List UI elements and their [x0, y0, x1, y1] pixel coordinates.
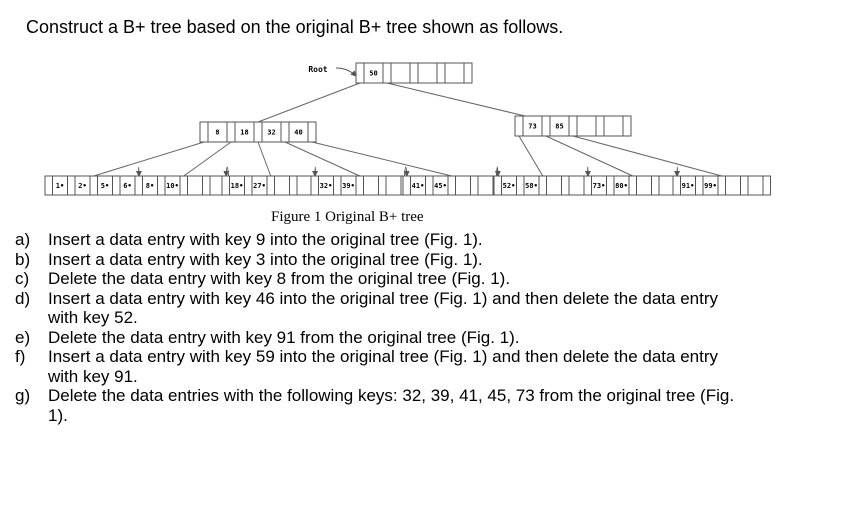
sibling-link-arrow [677, 167, 678, 176]
tree-edge [94, 142, 204, 176]
node-key: 1• [55, 182, 65, 190]
question-label: e) [15, 327, 31, 347]
tree-edge [312, 142, 452, 176]
node-key: 85 [555, 122, 564, 131]
node-key: 5• [100, 182, 110, 190]
sibling-link-arrow [405, 167, 408, 176]
question-text: Delete the data entry with key 8 from the original tree (Fig. 1). [48, 269, 511, 288]
tree-edge [258, 142, 271, 176]
node-key: 80• [615, 182, 628, 190]
root-node [356, 63, 472, 83]
node-key: 91• [681, 182, 695, 190]
question-list [15, 230, 745, 425]
question-item [15, 386, 745, 425]
sibling-link-arrow [497, 167, 499, 176]
node-key: 18 [240, 128, 249, 137]
question-text: Insert a data entry with key 46 into the original tree (Fig. 1) and then delete the data entry with key 52. [48, 288, 719, 327]
leaf-node [673, 176, 771, 195]
question-label: f) [15, 347, 26, 366]
question-text: Delete the data entry with key 91 from the original tree (Fig. 1). [48, 327, 520, 347]
node-key: 45• [434, 182, 447, 190]
tree-edge [285, 142, 360, 176]
question-text: Insert a data entry with key 9 into the original tree (Fig. 1). [48, 230, 483, 249]
node-key: 8• [145, 182, 155, 190]
question-text: Insert a data entry with key 3 into the original tree (Fig. 1). [48, 249, 483, 269]
question-label: g) [15, 386, 31, 405]
inner-node-left [200, 122, 316, 142]
tree-edge [546, 136, 633, 176]
tree-edge [387, 83, 525, 116]
tree-edge [519, 136, 543, 176]
node-key: 8 [215, 128, 220, 137]
question-item [15, 230, 745, 250]
node-key: 41• [411, 182, 425, 190]
root-label: Root [308, 65, 328, 74]
tree-edge [258, 83, 360, 122]
node-key: 58• [525, 182, 538, 190]
question-label: a) [15, 230, 31, 249]
node-key: 32• [319, 182, 333, 190]
node-key: 40 [294, 128, 303, 137]
question-text: Delete the data entries with the following keys: 32, 39, 41, 45, 73 from the original tree (Fig. 1). [48, 386, 735, 425]
node-key: 27• [253, 182, 266, 190]
inner-node-right [515, 116, 631, 136]
question-item [15, 269, 745, 289]
node-key: 39• [342, 182, 355, 190]
sibling-link-arrow [226, 167, 229, 176]
leaf-node [222, 176, 320, 195]
question-label: c) [15, 269, 30, 288]
node-key: 50 [369, 69, 378, 78]
node-key: 73• [592, 182, 606, 190]
tree-edge [184, 142, 231, 176]
root-arrow [336, 68, 356, 76]
tree-edge [573, 136, 722, 176]
question-item [15, 328, 745, 348]
figure-caption: Figure 1 Original B+ tree [271, 209, 424, 225]
tree-nodes [45, 63, 771, 195]
leaf-node [403, 176, 501, 195]
sibling-link-arrow [588, 167, 589, 176]
node-key: 6• [123, 182, 132, 190]
leaf-node [584, 176, 682, 195]
sibling-link-arrow [315, 167, 316, 176]
question-title: Construct a B+ tree based on the original B+ tree shown as follows. [26, 17, 564, 37]
question-item [15, 250, 745, 270]
question-label: b) [15, 249, 31, 269]
bplus-tree-figure [0, 55, 853, 207]
leaf-node [311, 176, 409, 195]
node-key: 52• [502, 182, 516, 190]
leaf-node [494, 176, 592, 195]
node-key: 2• [78, 182, 87, 190]
node-key: 73 [528, 122, 537, 131]
question-item [15, 289, 745, 328]
question-text: Insert a data entry with key 59 into the original tree (Fig. 1) and then delete the data entry with key 91. [48, 347, 719, 386]
question-item [15, 347, 745, 386]
leaf-node [135, 176, 233, 195]
sibling-link-arrow [139, 167, 140, 176]
node-key: 10• [166, 182, 179, 190]
leaf-node [45, 176, 143, 195]
question-label: d) [15, 288, 31, 308]
node-key: 18• [230, 182, 244, 190]
node-key: 32 [267, 128, 276, 137]
node-key: 99• [704, 182, 717, 190]
